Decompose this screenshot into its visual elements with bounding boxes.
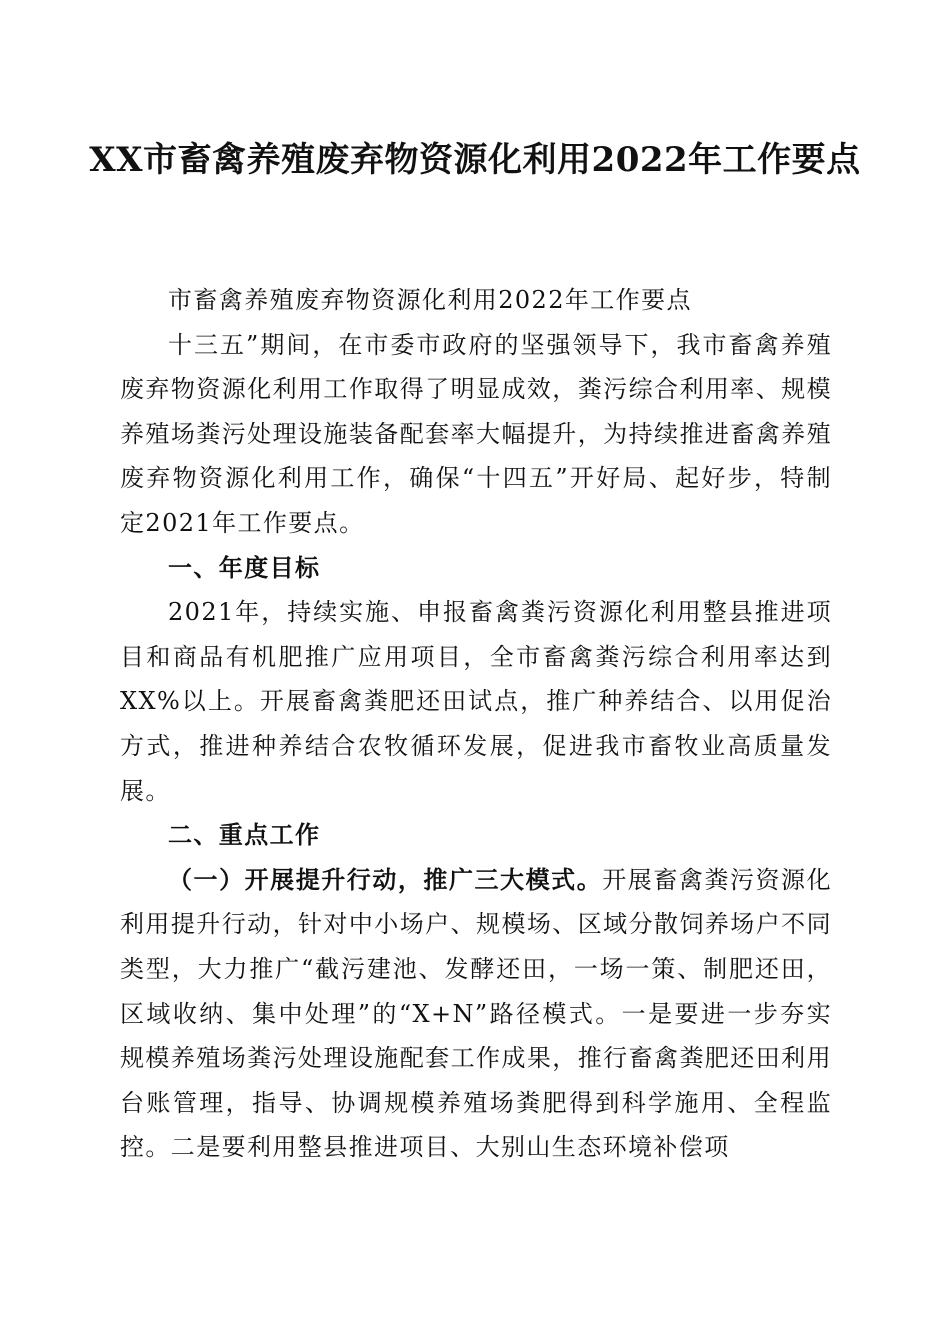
key-work-item-1-lead: （一）开展提升行动，推广三大模式。 [168,864,603,894]
document-title: XX市畜禽养殖废弃物资源化利用2022年工作要点 [89,140,861,180]
section-heading-annual-goals: 一、年度目标 [168,553,321,582]
section-heading-key-work: 二、重点工作 [168,821,321,850]
document-body [120,278,832,1170]
intro-paragraph: 十三五”期间，在市委市政府的坚强领导下，我市畜禽养殖废弃物资源化利用工作取得了明显成效，粪污综合利用率、规模养殖场粪污处理设施装备配套率大幅提升，为持续推进畜禽养殖废弃物资源化利用工作，确保“十四五”开好局、起好步，特制定2021年工作要点。 [120,330,832,537]
document-subtitle: 市畜禽养殖废弃物资源化利用2022年工作要点 [168,286,692,314]
key-work-paragraph-1 [120,858,832,1170]
key-work-item-1-text: 开展畜禽粪污资源化利用提升行动，针对中小场户、规模场、区域分散饲养场户不同类型，大力推广“截污建池、发酵还田，一场一策、制肥还田，区域收纳、集中处理”的“X+N”路径模式。一是要进一步夯实规模养殖场粪污处理设施配套工作成果，推行畜禽粪肥还田利用台账管理，指导、协调规模养殖场粪肥得到科学施用、全程监控。二是要利用整县推进项目、大别山生态环境补偿项 [120,865,832,1162]
annual-goals-paragraph: 2021年，持续实施、申报畜禽粪污资源化利用整县推进项目和商品有机肥推广应用项目，全市畜禽粪污综合利用率达到XX%以上。开展畜禽粪肥还田试点，推广种养结合、以用促治方式，推进种养结合农牧循环发展，促进我市畜牧业高质量发展。 [120,598,832,805]
